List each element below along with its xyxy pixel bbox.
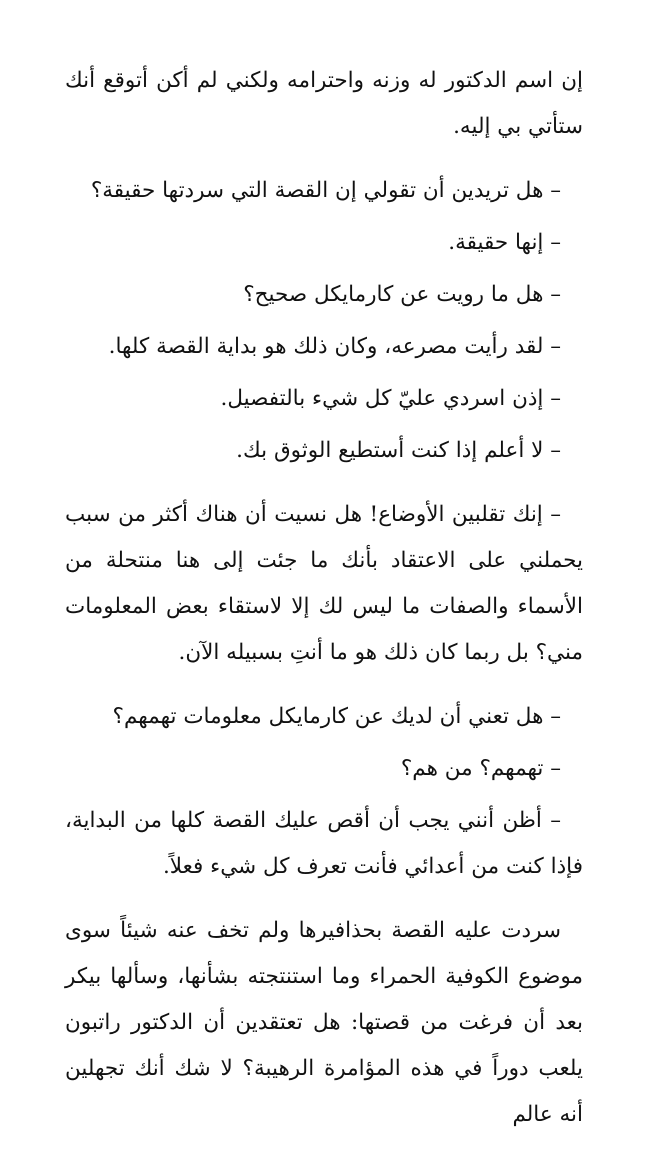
dialogue-line-9: – تهمهم؟ من هم؟ [400,756,561,781]
paragraph-narration-2: سردت عليه القصة بحذافيرها ولم تخف عنه شيئاً سوى موضوع الكوفية الحمراء وما استنتجته بشأنها، وسألها بيكر بعد أن فرغت من قصتها: هل تعتقدين أن الدكتور راتبون يلعب دوراً في هذه المؤامرة الرهيبة؟ لا شك أنك تجهلين أنه عالم [65,918,583,1127]
dialogue-line-4: – لقد رأيت مصرعه، وكان ذلك هو بداية القصة كلها. [108,334,561,359]
dialogue-line-7: – إنك تقلبين الأوضاع! هل نسيت أن هناك أكثر من سبب يحملني على الاعتقاد بأنك ما جئت إلى هنا منتحلة من الأسماء والصفات ما ليس لك إلا لاستقاء بعض المعلومات مني؟ بل ربما كان ذلك هو ما أنتِ بسبيله الآن. [65,502,583,665]
paragraph-narration-1: إن اسم الدكتور له وزنه واحترامه ولكني لم أكن أتوقع أنك ستأتي بي إليه. [65,68,583,139]
dialogue-line-10: – أظن أنني يجب أن أقص عليك القصة كلها من البداية، فإذا كنت من أعدائي فأنت تعرف كل شيء فعلاً. [65,808,583,879]
dialogue-line-6: – لا أعلم إذا كنت أستطيع الوثوق بك. [236,438,561,463]
dialogue-line-1: – هل تريدين أن تقولي إن القصة التي سردتها حقيقة؟ [90,178,561,203]
dialogue-line-3: – هل ما رويت عن كارمايكل صحيح؟ [243,282,561,307]
dialogue-line-2: – إنها حقيقة. [448,230,561,255]
book-page [65,58,583,1156]
dialogue-line-8: – هل تعني أن لديك عن كارمايكل معلومات تهمهم؟ [112,704,561,729]
dialogue-line-5: – إذن اسردي عليّ كل شيء بالتفصيل. [220,386,561,411]
